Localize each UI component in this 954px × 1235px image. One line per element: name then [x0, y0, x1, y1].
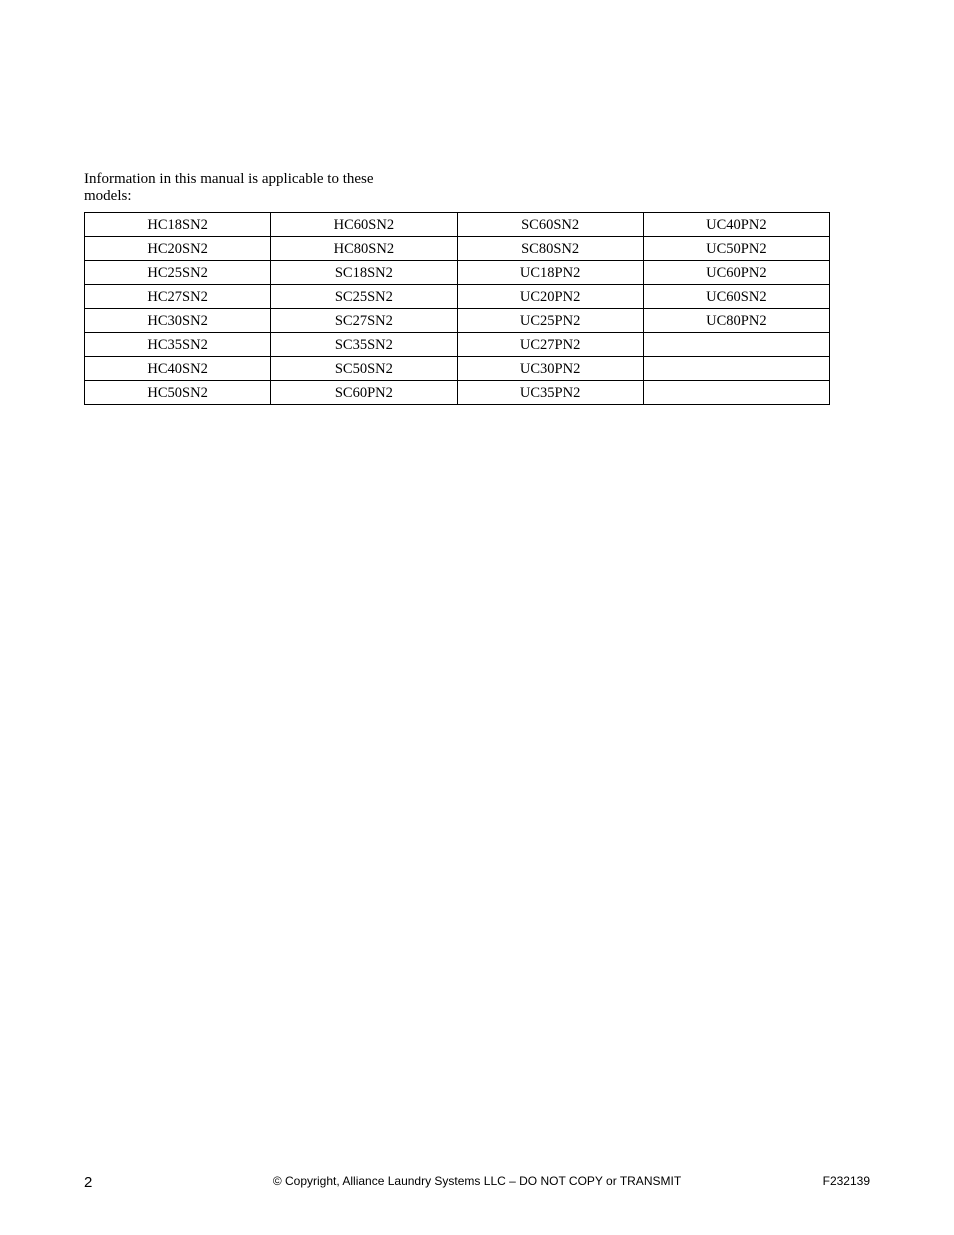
copyright-notice: © Copyright, Alliance Laundry Systems LLC – DO NOT COPY or TRANSMIT — [272, 1174, 682, 1188]
table-row — [85, 333, 830, 357]
table-row — [85, 381, 830, 405]
table-cell: HC80SN2 — [271, 237, 457, 261]
table-row — [85, 237, 830, 261]
table-cell: SC18SN2 — [271, 261, 457, 285]
table-cell: HC20SN2 — [85, 237, 271, 261]
table-row — [85, 285, 830, 309]
table-cell — [643, 357, 829, 381]
models-table — [84, 212, 830, 405]
page-number: 2 — [84, 1174, 93, 1191]
table-cell: HC40SN2 — [85, 357, 271, 381]
intro-line-2: models: — [84, 188, 132, 204]
table-cell: UC80PN2 — [643, 309, 829, 333]
table-cell: SC35SN2 — [271, 333, 457, 357]
table-cell: HC50SN2 — [85, 381, 271, 405]
table-cell: HC18SN2 — [85, 213, 271, 237]
table-cell: HC60SN2 — [271, 213, 457, 237]
table-cell: UC60PN2 — [643, 261, 829, 285]
table-cell: HC27SN2 — [85, 285, 271, 309]
table-cell: SC50SN2 — [271, 357, 457, 381]
table-cell: SC25SN2 — [271, 285, 457, 309]
table-cell: UC30PN2 — [457, 357, 643, 381]
table-row — [85, 213, 830, 237]
table-cell: HC35SN2 — [85, 333, 271, 357]
table-cell: HC25SN2 — [85, 261, 271, 285]
table-cell — [643, 333, 829, 357]
intro-paragraph — [84, 171, 444, 205]
table-cell: SC27SN2 — [271, 309, 457, 333]
table-cell: UC20PN2 — [457, 285, 643, 309]
document-code: F232139 — [822, 1174, 870, 1188]
table-cell: UC50PN2 — [643, 237, 829, 261]
table-cell: HC30SN2 — [85, 309, 271, 333]
table-cell: UC35PN2 — [457, 381, 643, 405]
table-cell: SC80SN2 — [457, 237, 643, 261]
table-row — [85, 261, 830, 285]
table-cell: UC27PN2 — [457, 333, 643, 357]
table-cell: UC18PN2 — [457, 261, 643, 285]
table-cell: UC25PN2 — [457, 309, 643, 333]
table-cell: SC60PN2 — [271, 381, 457, 405]
table-cell: UC40PN2 — [643, 213, 829, 237]
table-cell — [643, 381, 829, 405]
table-cell: SC60SN2 — [457, 213, 643, 237]
intro-line-1: Information in this manual is applicable to these — [84, 171, 374, 187]
table-cell: UC60SN2 — [643, 285, 829, 309]
table-row — [85, 309, 830, 333]
table-row — [85, 357, 830, 381]
